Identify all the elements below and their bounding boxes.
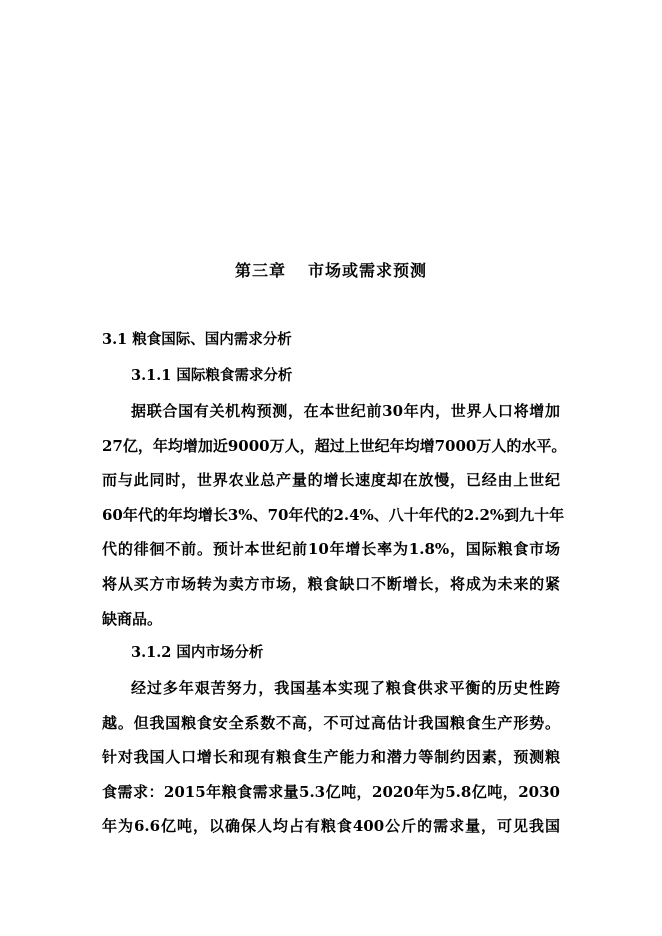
section-heading-3-1: 3.1 粮食国际、国内需求分析: [102, 331, 292, 348]
paragraph-line: 将从买方市场转为卖方市场，粮食缺口不断增长，将成为未来的紧: [102, 574, 560, 593]
paragraph-line: 据联合国有关机构预测，在本世纪前30年内，世界人口将增加: [131, 402, 560, 420]
paragraph-line: 缺商品。: [102, 609, 163, 628]
section-heading-3-1-1: 3.1.1 国际粮食需求分析: [131, 367, 293, 384]
paragraph-line: 而与此同时，世界农业总产量的增长速度却在放慢，已经由上世纪: [102, 471, 560, 490]
section-heading-3-1-2: 3.1.2 国内市场分析: [131, 644, 264, 661]
paragraph-line: 针对我国人口增长和现有粮食生产能力和潜力等制约因素，预测粮: [102, 748, 560, 767]
paragraph-line: 越。但我国粮食安全系数不高，不可过高估计我国粮食生产形势。: [102, 713, 560, 732]
chapter-number: 第三章: [234, 261, 286, 280]
chapter-name: 市场或需求预测: [308, 261, 428, 280]
paragraph-line: 60年代的年均增长3%、70年代的2.4%、八十年代的2.2%到九十年: [102, 505, 565, 524]
paragraph-line: 27亿，年均增加近9000万人，超过上世纪年均增7000万人的水平。: [102, 436, 567, 455]
paragraph-line: 代的徘徊不前。预计本世纪前10年增长率为1.8%，国际粮食市场: [102, 540, 560, 559]
paragraph-line: 经过多年艰苦努力，我国基本实现了粮食供求平衡的历史性跨: [131, 679, 560, 697]
paragraph-line: 年为6.6亿吨，以确保人均占有粮食400公斤的需求量，可见我国: [102, 817, 560, 836]
chapter-title: [0, 258, 662, 281]
paragraph-line: 食需求：2015年粮食需求量5.3亿吨，2020年为5.8亿吨，2030: [102, 782, 560, 801]
paragraph-domestic-market: [102, 671, 560, 844]
paragraph-international-demand: [102, 394, 567, 636]
